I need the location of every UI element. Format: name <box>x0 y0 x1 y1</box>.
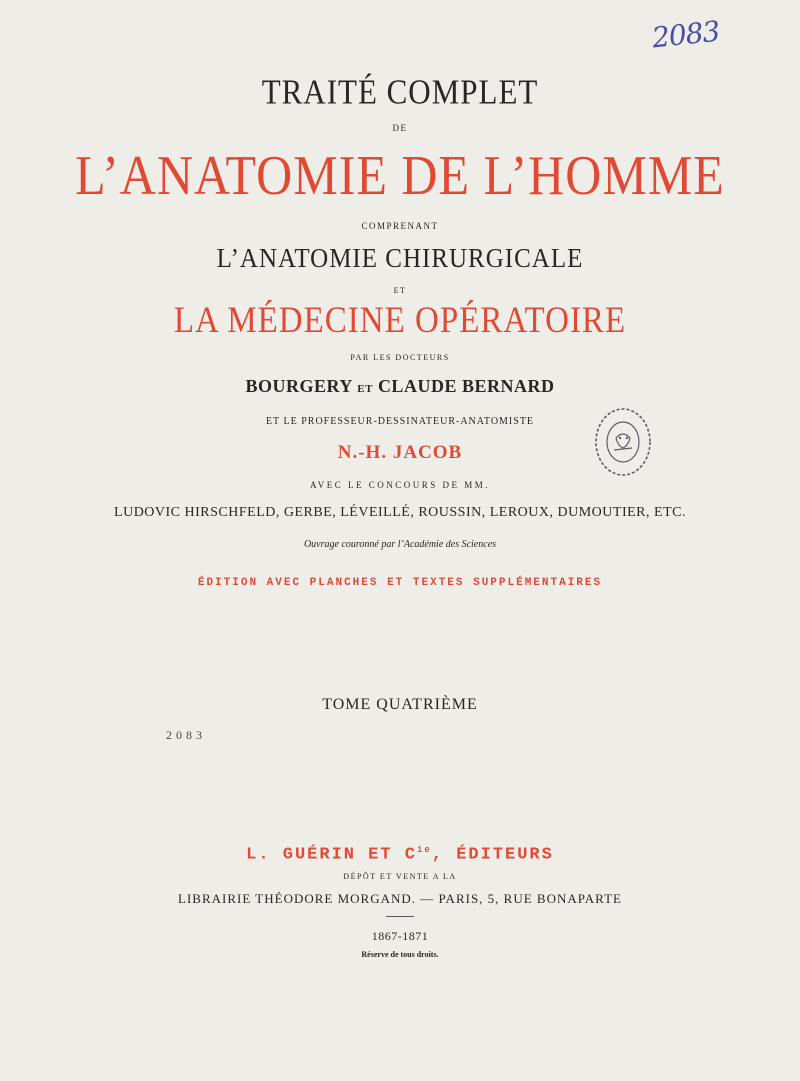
edition-line: ÉDITION AVEC PLANCHES ET TEXTES SUPPLÉMENTAIRES <box>197 577 603 589</box>
years-line: 1867-1871 <box>371 929 429 943</box>
inventory-number: 2083 <box>166 728 206 742</box>
title-de: DE <box>392 123 408 133</box>
publisher-name-a: L. GUÉRIN ET C <box>246 845 417 865</box>
authors-concours: AVEC LE CONCOURS DE MM. <box>309 480 491 490</box>
authors-contributors: LUDOVIC HIRSCHFELD, GERBE, LÉVEILLÉ, ROUSSIN, LEROUX, DUMOUTIER, ETC. <box>114 505 686 520</box>
publisher-depot: DÉPÔT ET VENTE A LA <box>343 872 457 881</box>
tome-line: TOME QUATRIÈME <box>322 696 478 713</box>
authors-professor: ET LE PROFESSEUR-DESSINATEUR-ANATOMISTE <box>265 416 535 427</box>
title-line-2: L’ANATOMIE DE L’HOMME <box>75 143 725 207</box>
publisher-librairie: LIBRAIRIE THÉODORE MORGAND. — PARIS, 5, RUE BONAPARTE <box>178 891 622 906</box>
title-et: ET <box>393 286 407 295</box>
publisher-name-b: , ÉDITEURS <box>431 845 554 865</box>
library-stamp-icon <box>590 402 656 482</box>
authors-et: ET <box>357 383 373 395</box>
title-line-3: L’ANATOMIE CHIRURGICALE <box>216 243 584 274</box>
author-bourgery: BOURGERY <box>245 376 353 396</box>
rights-line: Réserve de tous droits. <box>361 950 439 959</box>
handwritten-call-number: 2083 <box>650 14 721 55</box>
publisher-name-sup: ie <box>416 845 432 855</box>
award-line: Ouvrage couronné par l’Académie des Sciences <box>303 539 497 550</box>
author-claude-bernard: CLAUDE BERNARD <box>377 376 555 396</box>
publisher-name <box>0 846 800 864</box>
divider-rule <box>386 916 414 917</box>
author-jacob: N.-H. JACOB <box>337 442 463 463</box>
authors-par: PAR LES DOCTEURS <box>350 353 450 362</box>
title-line-1: TRAITÉ COMPLET <box>261 71 539 112</box>
title-line-4: LA MÉDECINE OPÉRATOIRE <box>173 300 627 342</box>
authors-names <box>0 377 800 395</box>
title-comprenant: COMPRENANT <box>361 221 439 231</box>
